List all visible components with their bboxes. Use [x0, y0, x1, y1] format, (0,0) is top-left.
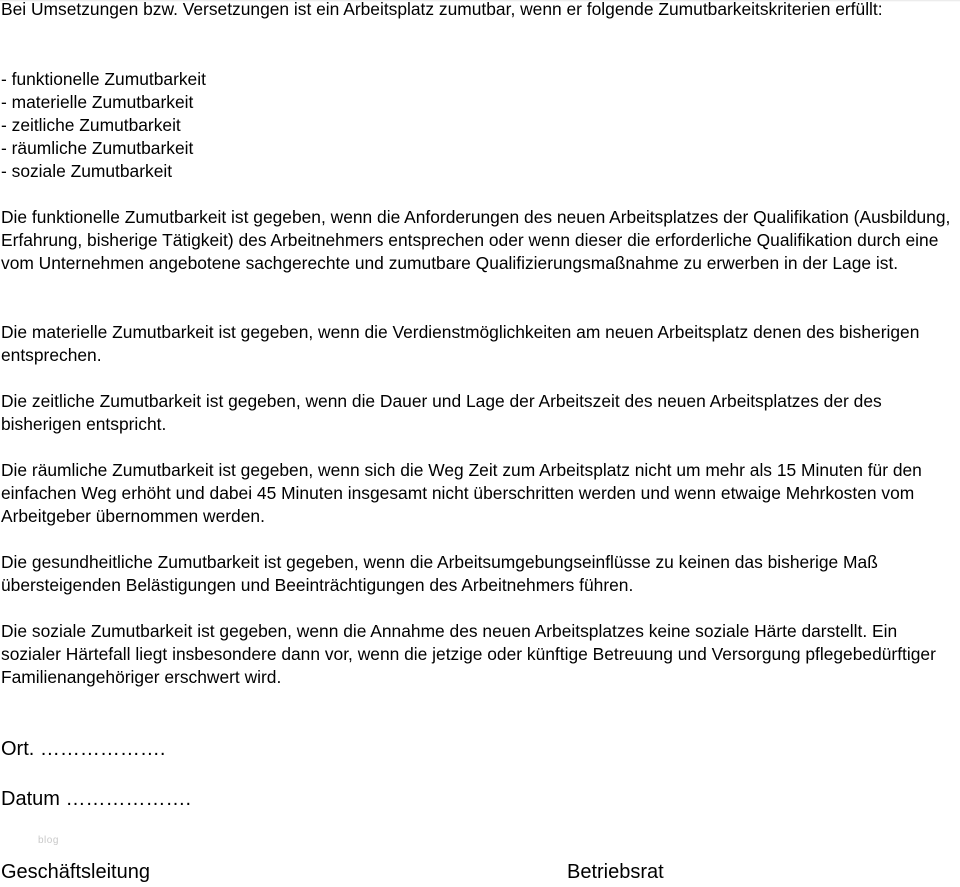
intro-paragraph: Bei Umsetzungen bzw. Versetzungen ist ein Arbeitsplatz zumutbar, wenn er folgende Zumutbarkeitskriterien erfüllt:: [1, 0, 883, 19]
paragraph-health: Die gesundheitliche Zumutbarkeit ist gegeben, wenn die Arbeitsumgebungseinflüsse zu keinen das bisherige Maß übersteigenden Belästigungen und Beeinträchtigungen des Arbeitnehmers führen.: [1, 552, 878, 596]
paragraph-temporal: Die zeitliche Zumutbarkeit ist gegeben, wenn die Dauer und Lage der Arbeitszeit des neuen Arbeitsplatzes der des bisherigen entspricht.: [1, 391, 882, 435]
date-line: Datum ……………….: [1, 788, 192, 810]
list-item: - zeitliche Zumutbarkeit: [1, 115, 181, 136]
signatory-management: Geschäftsleitung: [1, 861, 150, 883]
paragraph-spatial: Die räumliche Zumutbarkeit ist gegeben, wenn sich die Weg Zeit zum Arbeitsplatz nicht um mehr als 15 Minuten für den einfachen Weg erhöht und dabei 45 Minuten insgesamt nicht überschritten werden und wenn etwaige Mehrkosten vom Arbeitgeber übernommen werden.: [1, 460, 922, 527]
paragraph-social: Die soziale Zumutbarkeit ist gegeben, wenn die Annahme des neuen Arbeitsplatzes keine soziale Härte darstellt. Ein sozialer Härtefall liegt insbesondere dann vor, wenn die jetzige oder künftige Betreuung und Versorgung pflegebedürftiger Familienangehöriger erschwert wird.: [1, 621, 936, 688]
list-item: - funktionelle Zumutbarkeit: [1, 69, 206, 89]
signatory-works-council: Betriebsrat: [567, 861, 664, 883]
list-item: - materielle Zumutbarkeit: [1, 92, 194, 113]
paragraph-functional: Die funktionelle Zumutbarkeit ist gegeben, wenn die Anforderungen des neuen Arbeitsplatzes der Qualifikation (Ausbildung, Erfahrung, bisherige Tätigkeit) des Arbeitnehmers entsprechen oder wenn dieser die erforderliche Qualifikation durch eine vom Unternehmen angebotene sachgerechte und zumutbare Qualifizierungsmaßnahme zu erwerben in der Lage ist.: [1, 207, 951, 274]
criteria-list: [1, 68, 941, 183]
place-line: Ort. ……………….: [1, 738, 166, 760]
paragraph-material: Die materielle Zumutbarkeit ist gegeben, wenn die Verdienstmöglichkeiten am neuen Arbeitsplatz denen des bisherigen entsprechen.: [1, 322, 920, 366]
list-item: - räumliche Zumutbarkeit: [1, 138, 194, 159]
list-item: - soziale Zumutbarkeit: [1, 161, 173, 182]
watermark: blog: [38, 835, 59, 846]
